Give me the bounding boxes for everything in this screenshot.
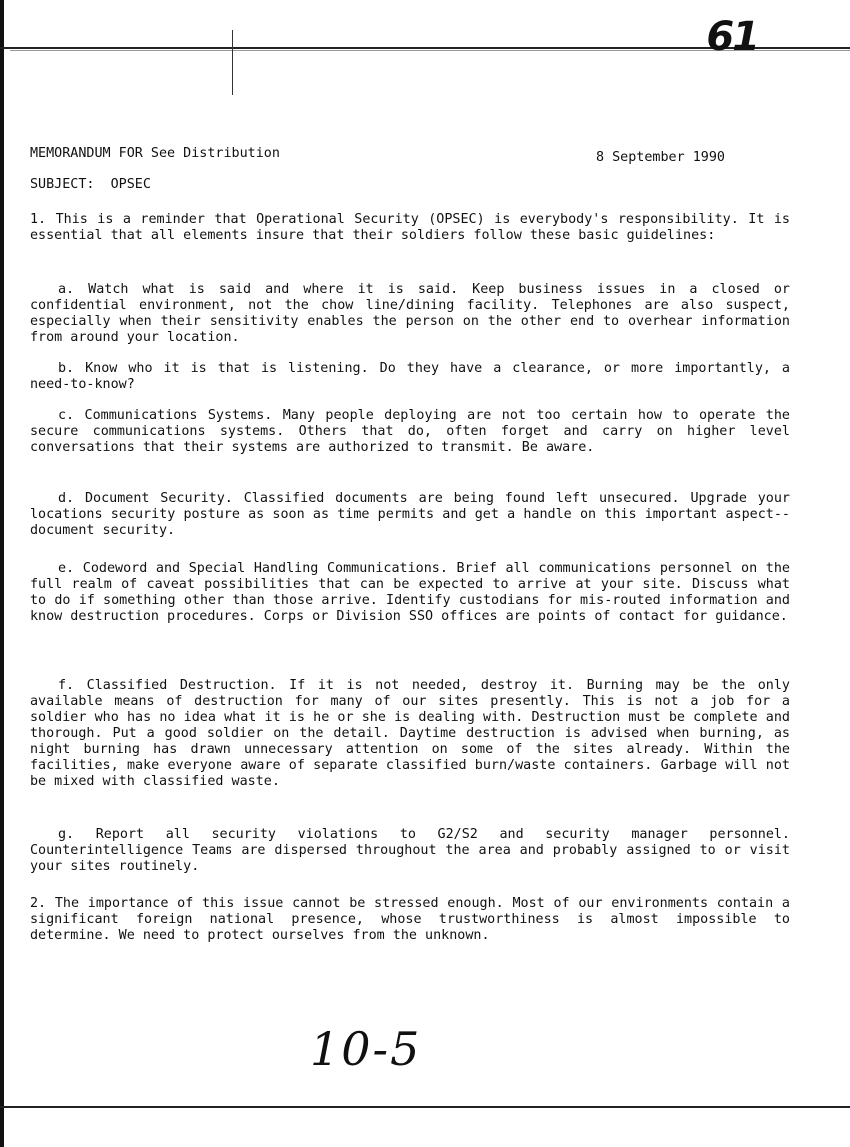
memo-line: MEMORANDUM FOR See Distribution (30, 146, 280, 161)
paragraph-1: 1. This is a reminder that Operational Security (OPSEC) is everybody's responsibility. It is essential that all elements insure that their soldiers follow these basic guidelines: (30, 212, 790, 243)
memo-date: 8 September 1990 (596, 150, 725, 165)
paragraph-1g: g. Report all security violations to G2/S2 and security manager personnel. Counterintelligence Teams are dispersed throughout the area and probably assigned to or visit your sites routinely. (30, 827, 790, 874)
paragraph-2: 2. The importance of this issue cannot be stressed enough. Most of our environments contain a significant foreign national presence, whose trustworthiness is almost impossible to determine. We need to protect ourselves from the unknown. (30, 896, 790, 943)
paragraph-1a: a. Watch what is said and where it is said. Keep business issues in a closed or confidential environment, not the chow line/dining facility. Telephones are also suspect, especially when their sensitivity enables the person on the other end to overhear information from around your location. (30, 282, 790, 345)
vertical-mark (232, 30, 233, 95)
left-edge-bar (0, 0, 4, 1147)
paragraph-1b: b. Know who it is that is listening. Do they have a clearance, or more importantly, a need-to-know? (30, 361, 790, 392)
paragraph-1e: e. Codeword and Special Handling Communications. Brief all communications personnel on the full realm of caveat possibilities that can be expected to arrive at your site. Discuss what to do if something other than those arrive. Identify custodians for mis-routed information and know destruction procedures. Corps or Division SSO offices are points of contact for guidance. (30, 561, 790, 624)
paragraph-1c: c. Communications Systems. Many people deploying are not too certain how to operate the secure communications systems. Others that do, often forget and carry on higher level conversations that their systems are authorized to transmit. Be aware. (30, 408, 790, 455)
paragraph-1f: f. Classified Destruction. If it is not needed, destroy it. Burning may be the only available means of destruction for many of our sites presently. This is not a job for a soldier who has no idea what it is he or she is dealing with. Destruction must be complete and thorough. Put a good soldier on the detail. Daytime destruction is advised when burning, as night burning has drawn unnecessary attention on some of the sites already. Within the facilities, make everyone aware of separate classified burn/waste containers. Garbage will not be mixed with classified waste. (30, 678, 790, 789)
page-number: 61 (706, 14, 758, 60)
bottom-rule (0, 1106, 850, 1108)
handwritten-number: 10-5 (310, 1022, 422, 1076)
memo-subject: SUBJECT: OPSEC (30, 177, 151, 192)
paragraph-1d: d. Document Security. Classified documents are being found left unsecured. Upgrade your locations security posture as soon as time permits and get a handle on this important aspect--document security. (30, 491, 790, 538)
